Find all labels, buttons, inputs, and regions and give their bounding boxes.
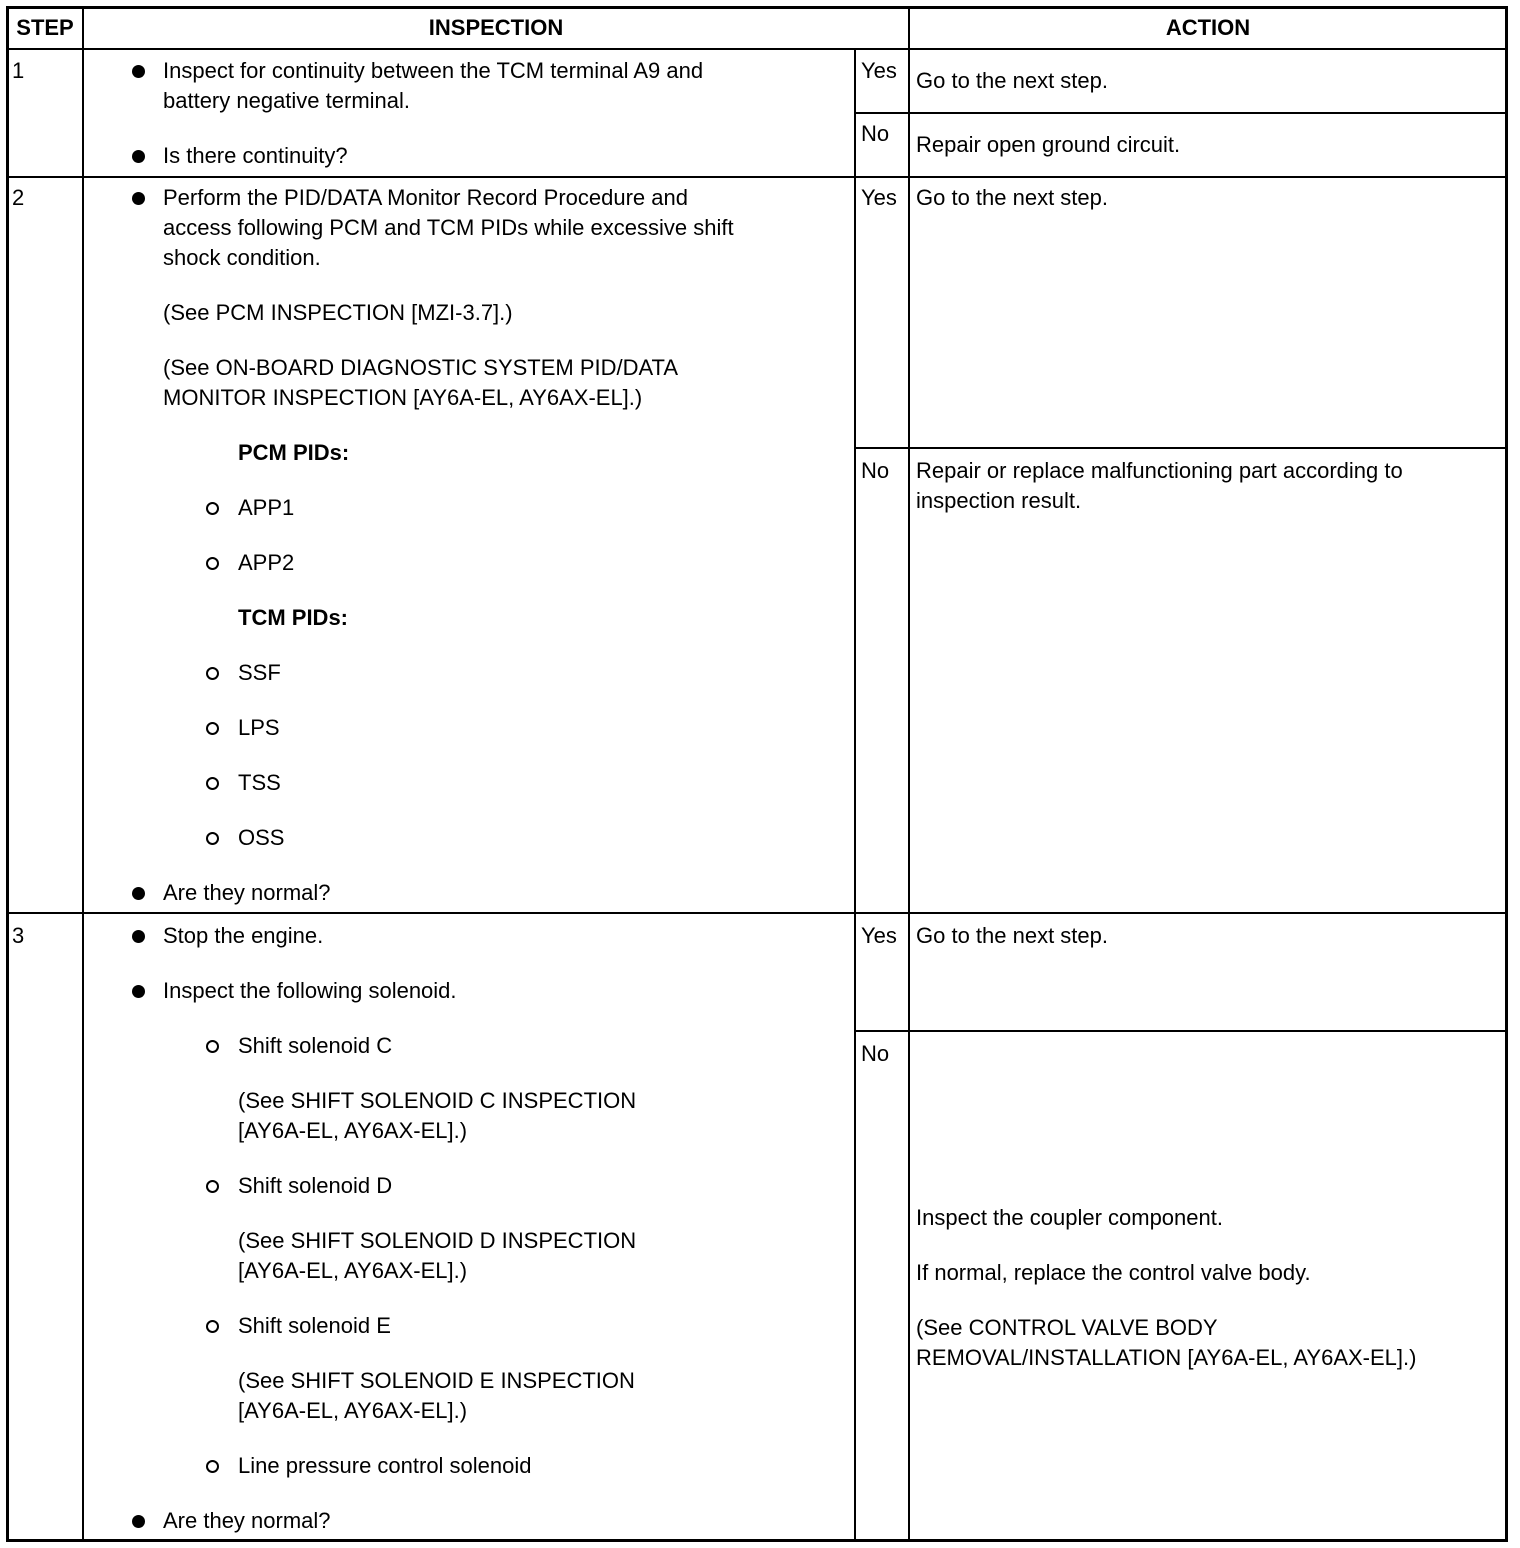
reference-text: (See PCM INSPECTION [MZI-3.7].) [163, 300, 513, 325]
pid-item: APP2 [238, 550, 295, 575]
circle-bullet-icon [206, 502, 219, 515]
row-divider-1-2 [7, 176, 1507, 178]
step1-yes-no-divider [855, 112, 1507, 114]
inspection-text: Stop the engine. [163, 923, 324, 948]
pcm-pids-heading: PCM PIDs: [238, 440, 350, 465]
step-number: 1 [12, 58, 25, 83]
yes-action: Go to the next step. [916, 923, 1109, 948]
inspection-question: Are they normal? [163, 1508, 331, 1533]
bullet-icon [132, 887, 145, 900]
no-action: inspection result. [916, 488, 1082, 513]
reference-text: (See SHIFT SOLENOID D INSPECTION [238, 1228, 637, 1253]
yes-label: Yes [861, 923, 897, 948]
circle-bullet-icon [206, 1320, 219, 1333]
header-inspection: INSPECTION [428, 15, 564, 40]
header-action: ACTION [1165, 15, 1251, 40]
no-action: Repair open ground circuit. [916, 132, 1181, 157]
pid-item: SSF [238, 660, 281, 685]
solenoid-item: Shift solenoid E [238, 1313, 391, 1338]
header-step: STEP [16, 15, 74, 40]
reference-text: (See SHIFT SOLENOID C INSPECTION [238, 1088, 637, 1113]
circle-bullet-icon [206, 832, 219, 845]
inspection-text: battery negative terminal. [163, 88, 411, 113]
bullet-icon [132, 930, 145, 943]
bullet-icon [132, 985, 145, 998]
step2-yes-no-divider [855, 447, 1507, 449]
no-action: REMOVAL/INSTALLATION [AY6A-EL, AY6AX-EL].) [916, 1345, 1417, 1370]
step3-yes-no-divider [855, 1030, 1507, 1032]
solenoid-item: Line pressure control solenoid [238, 1453, 532, 1478]
bullet-icon [132, 192, 145, 205]
column-divider-result [854, 48, 856, 1541]
tcm-pids-heading: TCM PIDs: [238, 605, 348, 630]
pid-item: TSS [238, 770, 281, 795]
column-divider-step [82, 7, 84, 1541]
inspection-question: Are they normal? [163, 880, 331, 905]
inspection-text: Perform the PID/DATA Monitor Record Procedure and [163, 185, 688, 210]
inspection-text: Inspect the following solenoid. [163, 978, 457, 1003]
bullet-icon [132, 1515, 145, 1528]
column-divider-action [908, 7, 910, 1541]
reference-text: MONITOR INSPECTION [AY6A-EL, AY6AX-EL].) [163, 385, 643, 410]
yes-action: Go to the next step. [916, 185, 1109, 210]
yes-label: Yes [861, 185, 897, 210]
bullet-icon [132, 150, 145, 163]
yes-action: Go to the next step. [916, 68, 1109, 93]
inspection-text: Inspect for continuity between the TCM terminal A9 and [163, 58, 704, 83]
circle-bullet-icon [206, 1180, 219, 1193]
inspection-question: Is there continuity? [163, 143, 348, 168]
circle-bullet-icon [206, 1040, 219, 1053]
pid-item: LPS [238, 715, 280, 740]
reference-text: (See SHIFT SOLENOID E INSPECTION [238, 1368, 635, 1393]
circle-bullet-icon [206, 1460, 219, 1473]
inspection-text: access following PCM and TCM PIDs while excessive shift [163, 215, 734, 240]
no-action: If normal, replace the control valve body. [916, 1260, 1311, 1285]
pid-item: OSS [238, 825, 285, 850]
pid-item: APP1 [238, 495, 295, 520]
step-number: 2 [12, 185, 25, 210]
solenoid-item: Shift solenoid C [238, 1033, 393, 1058]
circle-bullet-icon [206, 777, 219, 790]
no-label: No [861, 121, 890, 146]
circle-bullet-icon [206, 557, 219, 570]
row-divider-2-3 [7, 912, 1507, 914]
no-label: No [861, 458, 890, 483]
inspection-text: shock condition. [163, 245, 321, 270]
reference-text: (See ON-BOARD DIAGNOSTIC SYSTEM PID/DATA [163, 355, 679, 380]
solenoid-item: Shift solenoid D [238, 1173, 393, 1198]
reference-text: [AY6A-EL, AY6AX-EL].) [238, 1398, 468, 1423]
step-number: 3 [12, 923, 25, 948]
circle-bullet-icon [206, 667, 219, 680]
bullet-icon [132, 65, 145, 78]
reference-text: [AY6A-EL, AY6AX-EL].) [238, 1258, 468, 1283]
no-action: Repair or replace malfunctioning part according to [916, 458, 1403, 483]
reference-text: [AY6A-EL, AY6AX-EL].) [238, 1118, 468, 1143]
circle-bullet-icon [206, 722, 219, 735]
yes-label: Yes [861, 58, 897, 83]
no-label: No [861, 1041, 890, 1066]
no-action: (See CONTROL VALVE BODY [916, 1315, 1218, 1340]
no-action: Inspect the coupler component. [916, 1205, 1223, 1230]
header-divider [7, 48, 1507, 50]
